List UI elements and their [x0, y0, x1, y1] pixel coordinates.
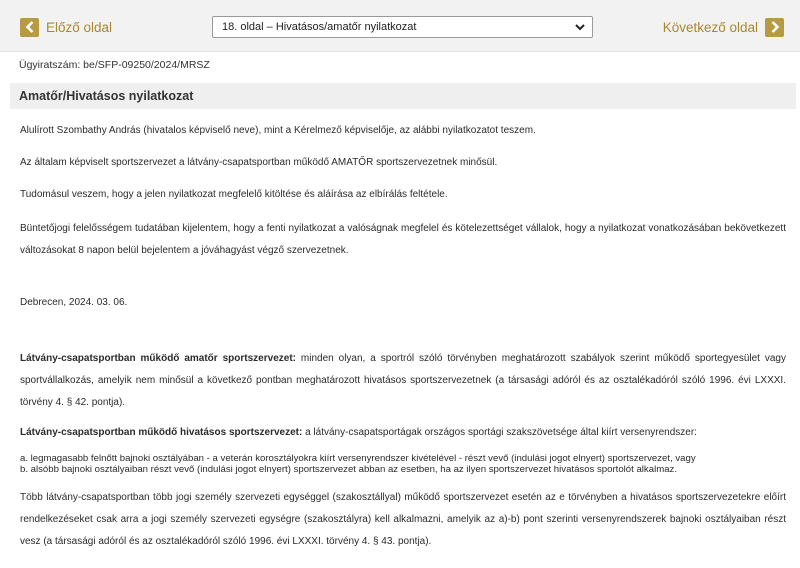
- previous-page-button[interactable]: [20, 16, 112, 38]
- declaration-date: Debrecen, 2024. 03. 06.: [20, 297, 128, 308]
- next-page-button[interactable]: [663, 16, 784, 38]
- professional-definition-term: Látvány-csapatsportban működő hivatásos sportszervezet:: [20, 427, 303, 438]
- professional-criteria-list: [20, 453, 786, 475]
- amateur-definition: [20, 348, 786, 414]
- professional-definition: [20, 424, 786, 442]
- list-item: a. legmagasabb felnőtt bajnoki osztályában - a veterán korosztályokra kiírt versenyrendszer kivételével - részt vevő (indulási jogot elnyert) sportszervezet, vagy: [20, 453, 696, 464]
- chevron-right-icon: [765, 18, 784, 37]
- page-select-value: 18. oldal – Hivatásos/amatőr nyilatkozat: [222, 21, 417, 33]
- page-select-dropdown[interactable]: [212, 16, 593, 38]
- declaration-paragraph-1: Alulírott Szombathy András (hivatalos képviselő neve), mint a Kérelmező képviselője, az alábbi nyilatkozatot teszem.: [20, 125, 536, 136]
- chevron-left-icon: [20, 18, 39, 37]
- amateur-definition-term: Látvány-csapatsportban működő amatőr sportszervezet:: [20, 353, 296, 364]
- declaration-paragraph-3: Tudomásul veszem, hogy a jelen nyilatkozat megfelelő kitöltése és aláírása az elbírálás feltétele.: [20, 189, 448, 200]
- declaration-paragraph-4: Büntetőjogi felelősségem tudatában kijelentem, hogy a fenti nyilatkozat a valóságnak megfelel és kötelezettséget vállalok, hogy a nyilatkozat vonatkozásában bekövetkezett változásokat 8 napon belül bejelentem a jóváhagyást végző szervezetnek.: [20, 223, 786, 256]
- chevron-down-icon: [574, 21, 586, 36]
- declaration-paragraph-2: Az általam képviselt sportszervezet a látvány-csapatsportban működő AMATŐR sportszervezetnek minősül.: [20, 157, 498, 168]
- next-page-label: Következő oldal: [662, 19, 758, 35]
- case-number: Ügyiratszám: be/SFP-09250/2024/MRSZ: [19, 59, 210, 71]
- section-title: Amatőr/Hivatásos nyilatkozat: [10, 83, 796, 109]
- previous-page-label: Előző oldal: [46, 19, 113, 35]
- amateur-definition-text: minden olyan, a sportról szóló törvényben meghatározott szabályok szerint működő sportegyesület vagy sportvállalkozás, amelyik nem minősül a következő pontban meghatározott hivatásos sportszervezetnek (a társasági adóról és az osztalékadóról szóló 1996. évi LXXXI. törvény 4. § 42. pontja).: [20, 353, 786, 408]
- professional-definition-text: a látvány-csapatsportágak országos sportági szakszövetsége által kiírt versenyrendszer:: [302, 427, 697, 438]
- list-item: b. alsóbb bajnoki osztályaiban részt vevő (indulási jogot elnyert) sportszervezet abban az esetben, ha az ilyen sportszervezet hivatásos sportolót alkalmaz.: [20, 464, 677, 475]
- closing-paragraph: Több látvány-csapatsportban több jogi személy szervezeti egységgel (szakosztállyal) működő sportszervezet esetén az e törvényben a hivatásos sportszervezetekre előírt rendelkezéseket csak arra a jogi személy szervezeti egységre (szakosztályra) kell alkalmazni, amelyik az a)-b) pont szerinti versenyrendszerek bajnoki osztályaiban részt vesz (a társasági adóról és az osztalékadóról szóló 1996. évi LXXXI. törvény 4. § 43. pontja).: [20, 492, 786, 547]
- page-navigation-bar: [0, 0, 800, 52]
